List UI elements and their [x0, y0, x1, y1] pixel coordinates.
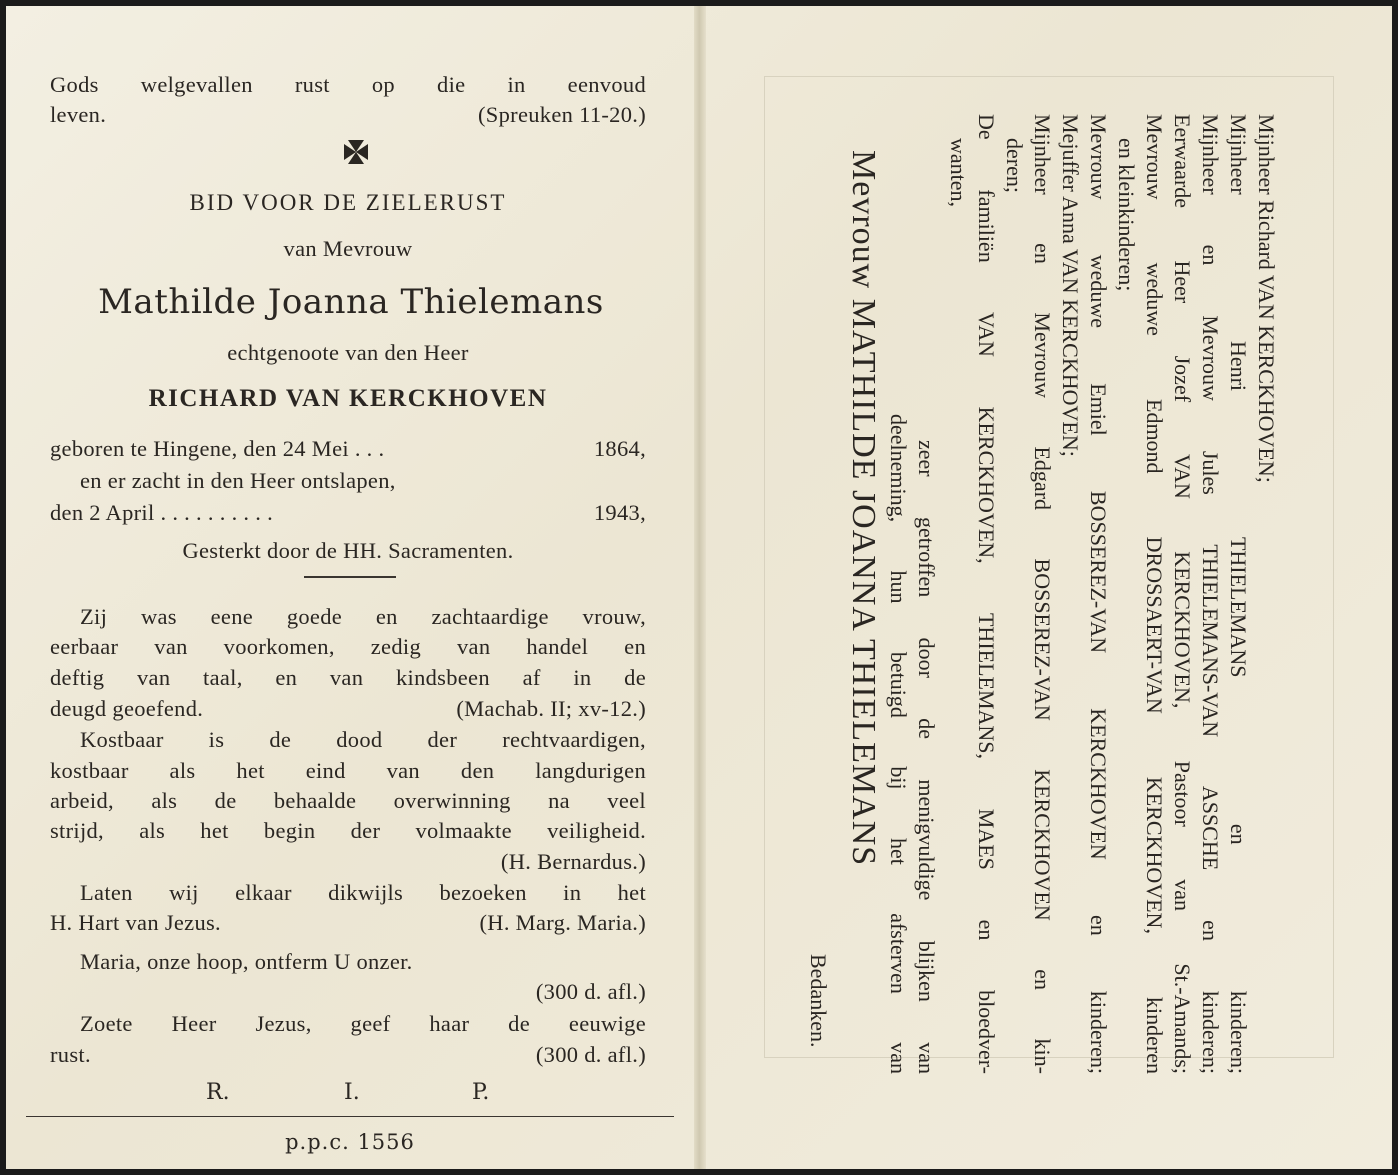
text-source: (300 d. afl.): [535, 979, 646, 1004]
family-line: Mijnheer Richard VAN KERCKHOVEN;: [1254, 114, 1279, 483]
text-fragment: deugd geoefend.: [50, 696, 204, 721]
death-date-line: [50, 498, 646, 528]
birth-year: 1864,: [593, 436, 646, 461]
closing-word: Bedanken.: [806, 954, 831, 1048]
birth-line: [50, 434, 646, 464]
sacraments-line: Gesterkt door de HH. Sacramenten.: [182, 538, 514, 563]
spouse-name: RICHARD VAN KERCKHOVEN: [148, 385, 548, 412]
text-line: Zoete Heer Jezus, geef haar de eeuwige: [80, 1011, 646, 1036]
text-line: eerbaar van voorkomen, zedig van handel en: [50, 634, 646, 659]
text-line: [50, 1040, 646, 1070]
text-line: arbeid, als de behaalde overwinning na veel: [50, 788, 646, 813]
family-line: Mevrouw weduwe Edmond DROSSAERT-VAN KERCKHOVEN, kinderen: [1142, 114, 1167, 1074]
motto-line: Gods welgevallen rust op die in eenvoud: [50, 72, 646, 97]
text-line: strijd, als het begin der volmaakte veiligheid.: [50, 818, 646, 843]
text-line: [50, 694, 646, 724]
deceased-name-rotated: Mevrouw MATHILDE JOANNA THIELEMANS: [845, 150, 882, 867]
memorial-card: [6, 6, 1392, 1169]
text-line: [50, 908, 646, 938]
left-page: [6, 6, 694, 1169]
family-line: Mijnheer en Mevrouw Edgard BOSSEREZ-VAN KERCKHOVEN en kin-: [1030, 114, 1055, 1074]
text-fragment: rust.: [50, 1042, 91, 1067]
motto-end: leven.: [50, 102, 107, 127]
text-source: (300 d. afl.): [535, 1042, 646, 1067]
rip-p: P.: [472, 1080, 490, 1105]
birth-place-date: geboren te Hingene, den 24 Mei . . .: [50, 436, 385, 461]
death-year: 1943,: [593, 500, 646, 525]
deceased-name: Mathilde Joanna Thielemans: [98, 282, 604, 322]
spouse-intro: echtgenoote van den Heer: [227, 340, 469, 365]
motto-source: (Spreuken 11-20.): [478, 102, 646, 127]
bottom-rule: [26, 1116, 674, 1117]
family-line: Mejuffer Anna VAN KERCKHOVEN;: [1058, 114, 1083, 457]
text-line: Kostbaar is de dood der rechtvaardigen,: [80, 727, 646, 752]
family-line: Mijnheer Henri THIELEMANS en kinderen;: [1226, 114, 1251, 1074]
text-source: (H. Bernardus.): [500, 849, 646, 874]
text-line: deftig van taal, en van kindsbeen af in de: [50, 665, 646, 690]
family-line: Mevrouw weduwe Emiel BOSSEREZ-VAN KERCKHOVEN en kinderen;: [1086, 114, 1111, 1074]
text-line: kostbaar als het eind van den langdurigen: [50, 758, 646, 783]
rotated-text-block: [741, 114, 1281, 1094]
death-line: en er zacht in den Heer ontslapen,: [80, 468, 396, 493]
thanks-line: deelneming, hun betuigd bij het afsterven van: [886, 414, 911, 1074]
right-page: [706, 6, 1392, 1169]
rip-i: I.: [344, 1080, 360, 1105]
family-line: De familiën VAN KERCKHOVEN, THIELEMANS, MAES en bloedver-: [974, 114, 999, 1074]
text-fragment: H. Hart van Jezus.: [50, 910, 221, 935]
text-source: (Machab. II; xv-12.): [456, 696, 646, 721]
family-line: Eerwaarde Heer Jozef VAN KERCKHOVEN, Pastoor van St.-Amands;: [1170, 114, 1195, 1074]
family-line: deren;: [1002, 138, 1027, 193]
madam-line: van Mevrouw: [283, 236, 413, 261]
family-line: Mijnheer en Mevrouw Jules THIELEMANS-VAN ASSCHE en kinderen;: [1198, 114, 1223, 1074]
card-fold: [694, 6, 706, 1169]
family-line: wanten,: [946, 138, 971, 208]
text-source: (H. Marg. Maria.): [479, 910, 646, 935]
text-line: Maria, onze hoop, ontferm U onzer.: [80, 949, 413, 974]
text-line: Zij was eene goede en zachtaardige vrouw,: [80, 604, 646, 629]
family-line: en kleinkinderen;: [1114, 138, 1139, 292]
divider: [304, 576, 396, 578]
text-line: Laten wij elkaar dikwijls bezoeken in het: [80, 880, 646, 905]
prayer-heading: BID VOOR DE ZIELERUST: [189, 190, 507, 215]
death-date: den 2 April . . . . . . . . . .: [50, 500, 274, 525]
maltese-cross-icon: [342, 138, 370, 166]
thanks-line: zeer getroffen door de menigvuldige blijken van: [914, 440, 939, 1074]
rip-r: R.: [206, 1080, 230, 1105]
print-code: p.p.c. 1556: [285, 1130, 415, 1154]
motto-reference-line: [50, 100, 646, 130]
